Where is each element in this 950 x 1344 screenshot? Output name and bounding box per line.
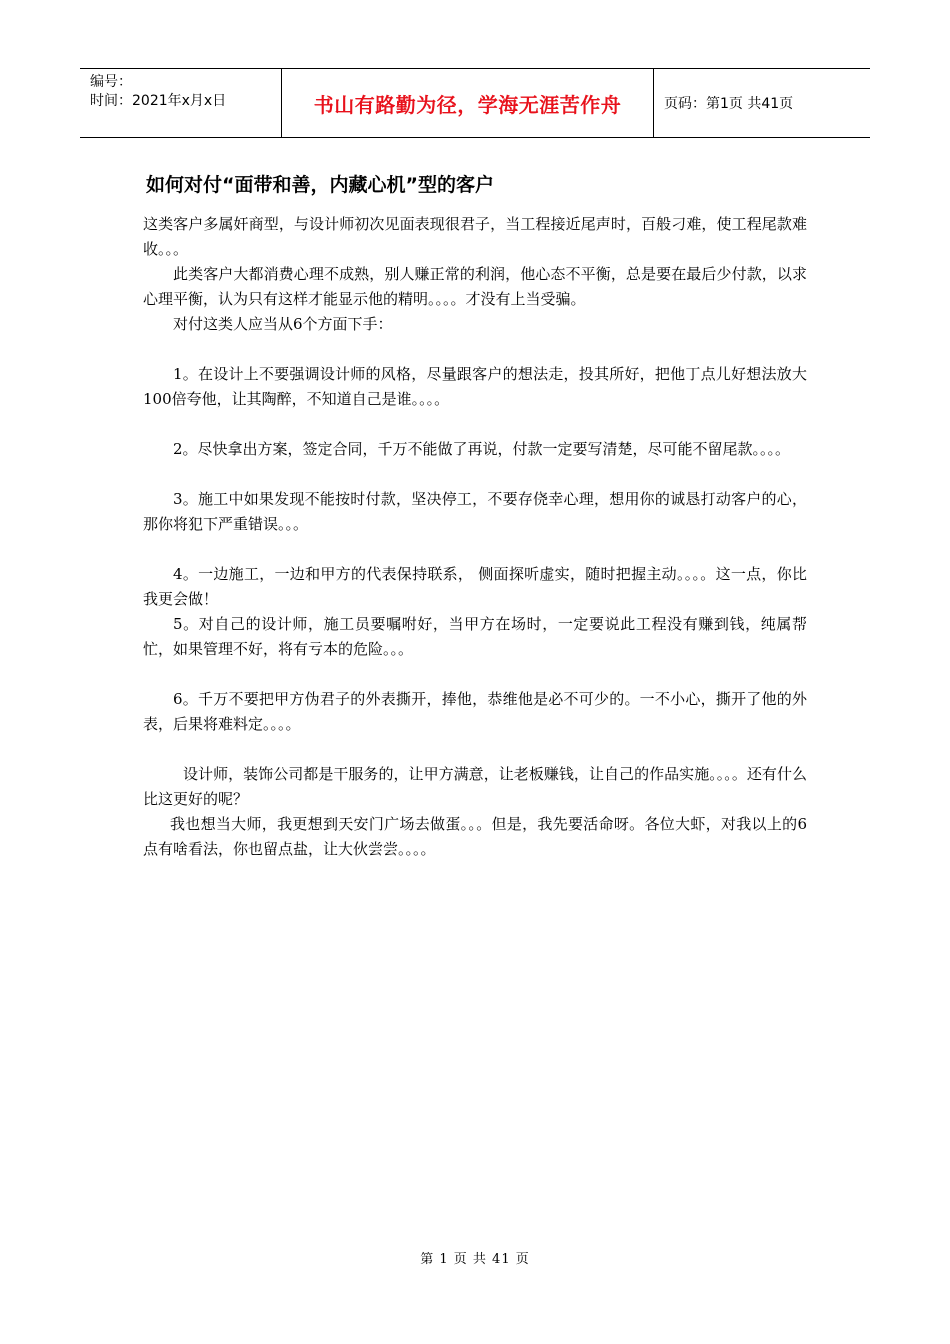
point-2: 2。尽快拿出方案，签定合同，千万不能做了再说，付款一定要写清楚，尽可能不留尾款。。。。 xyxy=(173,440,791,458)
page-header xyxy=(80,68,870,138)
date-label: 时间：2021年x月x日 xyxy=(90,93,227,109)
spacer xyxy=(143,412,807,437)
paragraph-six-points-lead: 对付这类人应当从6个方面下手： xyxy=(173,315,393,333)
document-body xyxy=(143,170,807,862)
paragraph-service: 设计师，装饰公司都是干服务的，让甲方满意，让老板赚钱，让自己的作品实施。。。。还有什么比这更好的呢？ xyxy=(143,765,807,808)
document-title: 如何对付“面带和善，内藏心机”型的客户 xyxy=(146,174,494,196)
header-page-info xyxy=(654,69,870,137)
spacer xyxy=(143,337,807,362)
point-1: 1。在设计上不要强调设计师的风格，尽量跟客户的想法走，投其所好，把他丁点儿好想法放大100倍夸他，让其陶醉，不知道自己是谁。。。。 xyxy=(143,365,807,408)
point-5: 5。对自己的设计师，施工员要嘱咐好，当甲方在场时，一定要说此工程没有赚到钱，纯属帮忙，如果管理不好，将有亏本的危险。。。 xyxy=(143,615,807,658)
header-meta xyxy=(80,69,282,137)
point-3: 3。施工中如果发现不能按时付款，坚决停工，不要存侥幸心理，想用你的诚恳打动客户的心，那你将犯下严重错误。。。 xyxy=(143,490,807,533)
spacer xyxy=(143,462,807,487)
paragraph-closing: 我也想当大师，我更想到天安门广场去做蛋。。。但是，我先要活命呀。各位大虾，对我以上的6点有啥看法，你也留点盐，让大伙尝尝。。。。 xyxy=(143,815,807,858)
header-motto-cell xyxy=(282,69,654,137)
page-info-text: 页码：第1页 共41页 xyxy=(664,96,794,112)
paragraph-intro: 这类客户多属奸商型，与设计师初次见面表现很君子，当工程接近尾声时，百般刁难，使工程尾款难收。。。 xyxy=(143,215,807,258)
serial-number-label: 编号： xyxy=(90,74,132,90)
point-4: 4。一边施工，一边和甲方的代表保持联系， 侧面探听虚实，随时把握主动。。。。这一点，你比我更会做！ xyxy=(143,565,807,608)
point-6: 6。千万不要把甲方伪君子的外表撕开，捧他，恭维他是必不可少的。一不小心，撕开了他的外表，后果将难料定。。。。 xyxy=(143,690,807,733)
page-footer: 第 1 页 共 41 页 xyxy=(420,1252,530,1267)
spacer xyxy=(143,737,807,762)
paragraph-psychology: 此类客户大都消费心理不成熟，别人赚正常的利润，他心态不平衡，总是要在最后少付款，以求心理平衡，认为只有这样才能显示他的精明。。。。才没有上当受骗。 xyxy=(143,265,807,308)
motto-text: 书山有路勤为径，学海无涯苦作舟 xyxy=(313,92,622,117)
spacer xyxy=(143,537,807,562)
spacer xyxy=(143,662,807,687)
